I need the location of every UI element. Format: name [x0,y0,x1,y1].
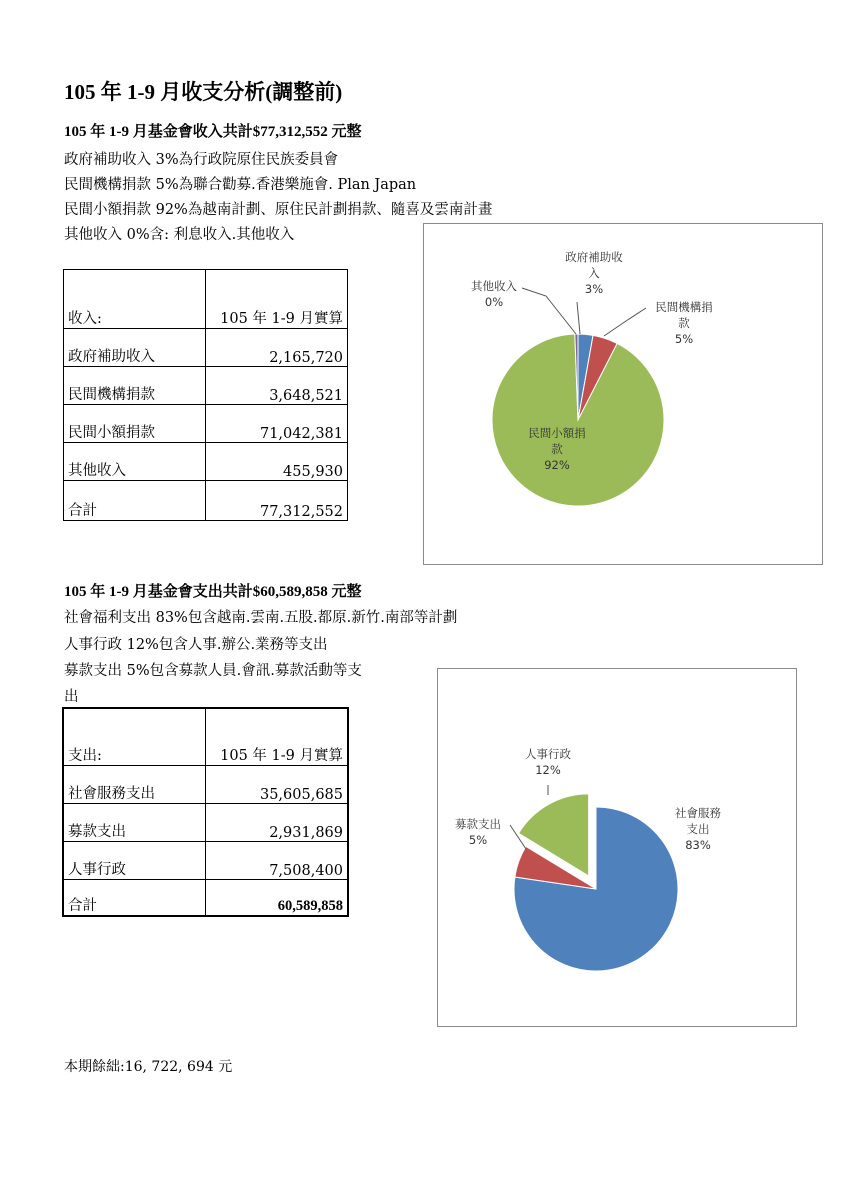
table-cell-label: 政府補助收入 [64,329,206,367]
table-header-cell: 支出: [63,708,206,765]
pie-leader-line [522,288,576,334]
pie-percent-label: 0% [484,295,504,309]
pie-category-label: 民間小額捐 [528,426,586,440]
income-table [63,269,348,521]
expense-line: 社會福利支出 83%包含越南.雲南.五股.都原.新竹.南部等計劃 [64,610,458,626]
table-cell-value: 60,589,858 [206,879,349,916]
income-line: 政府補助收入 3%為行政院原住民族委員會 [64,152,339,168]
table-cell-value: 77,312,552 [206,481,348,521]
table-cell-label: 民間機構捐款 [64,367,206,405]
pie-percent-label: 83% [685,838,711,852]
expense-line: 出 [64,689,79,705]
pie-category-label: 社會服務 [675,806,721,820]
income-pie-chart [423,223,823,565]
pie-percent-label: 3% [584,282,604,296]
balance-text: 本期餘絀:16, 722, 694 元 [64,1059,233,1075]
expense-pie-chart [437,668,797,1027]
table-cell-value: 7,508,400 [206,841,349,879]
table-cell-label: 合計 [64,481,206,521]
pie-leader-line [604,308,646,336]
pie-category-label: 其他收入 [471,279,517,293]
table-header-cell: 105 年 1-9 月實算 [206,708,349,765]
pie-category-label: 款 [551,442,563,456]
pie-category-label: 支出 [686,822,710,836]
table-row [63,803,348,841]
pie-leader-line [577,302,580,334]
income-pie-svg [424,224,822,564]
table-cell-label: 民間小額捐款 [64,405,206,443]
table-total-row [64,481,348,521]
table-header-row [64,270,348,329]
pie-percent-label: 5% [468,833,488,847]
expense-line: 人事行政 12%包含人事.辦公.業務等支出 [64,637,328,653]
table-total-row [63,879,348,916]
expense-pie-svg [438,669,796,1026]
expense-heading: 105 年 1-9 月基金會支出共計$60,589,858 元整 [64,584,362,600]
pie-category-label: 募款支出 [455,817,501,831]
table-row [64,367,348,405]
pie-percent-label: 5% [674,332,694,346]
table-row [63,765,348,803]
income-line: 其他收入 0%含: 利息收入.其他收入 [64,227,295,243]
pie-percent-label: 12% [535,763,561,777]
income-line: 民間小額捐款 92%為越南計劃、原住民計劃捐款、隨喜及雲南計畫 [64,202,493,218]
income-heading: 105 年 1-9 月基金會收入共計$77,312,552 元整 [64,124,362,140]
table-cell-label: 人事行政 [63,841,206,879]
table-cell-value: 2,165,720 [206,329,348,367]
table-cell-label: 其他收入 [64,443,206,481]
table-row [63,841,348,879]
expense-line: 募款支出 5%包含募款人員.會訊.募款活動等支 [64,663,362,679]
table-row [64,405,348,443]
pie-category-label: 政府補助收 [565,250,623,264]
pie-percent-label: 92% [544,458,570,472]
expense-table [62,707,349,917]
pie-category-label: 人事行政 [525,747,571,761]
table-cell-value: 455,930 [206,443,348,481]
page-title: 105 年 1-9 月收支分析(調整前) [64,80,343,104]
table-cell-label: 社會服務支出 [63,765,206,803]
table-cell-value: 2,931,869 [206,803,349,841]
table-cell-value: 3,648,521 [206,367,348,405]
income-line: 民間機構捐款 5%為聯合勸募.香港樂施會. Plan Japan [64,177,417,193]
table-header-cell: 105 年 1-9 月實算 [206,270,348,329]
table-row [64,329,348,367]
table-row [64,443,348,481]
pie-category-label: 款 [678,316,690,330]
table-cell-value: 35,605,685 [206,765,349,803]
table-cell-label: 募款支出 [63,803,206,841]
table-cell-label: 合計 [63,879,206,916]
table-header-row [63,708,348,765]
pie-category-label: 民間機構捐 [655,300,713,314]
pie-category-label: 入 [588,266,600,280]
table-header-cell: 收入: [64,270,206,329]
table-cell-value: 71,042,381 [206,405,348,443]
